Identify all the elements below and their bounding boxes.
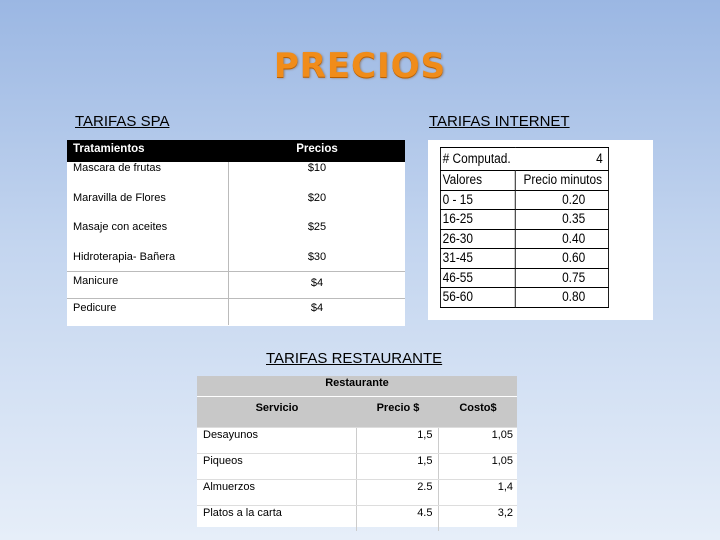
internet-price: 0.20 [515,190,608,210]
spa-section-label: TARIFAS SPA [75,113,170,130]
internet-price: 0.75 [515,268,608,288]
spa-treatment-name: Hidroterapia- Bañera [73,250,176,263]
computers-value: 4 [515,148,608,171]
spa-treatment-price: $30 [307,250,327,263]
internet-range: 56-60 [440,288,515,308]
restaurant-service: Platos a la carta [197,506,357,531]
restaurant-cost: 1,05 [491,455,513,467]
table-row [440,229,608,249]
spa-header-treatments: Tratamientos [73,143,145,155]
spa-header-prices: Precios [296,143,338,155]
table-row [197,505,517,531]
table-row [440,190,608,210]
restaurant-price: 1,5 [357,428,440,453]
internet-header-ranges: Valores [440,171,515,191]
restaurant-header-cost: Costo$ [459,402,497,414]
internet-range: 26-30 [440,229,515,249]
spa-treatment-price: $4 [310,302,324,314]
table-row [67,271,405,298]
computers-label: # Computad. [440,148,515,171]
spa-treatment-name: Maravilla de Flores [73,191,166,204]
restaurant-section-label: TARIFAS RESTAURANTE [266,350,443,367]
spa-treatment-name: Masaje con aceites [73,221,168,234]
restaurant-cost: 1,4 [497,481,513,493]
spa-treatment-price: $20 [307,191,327,204]
table-row [67,298,405,325]
internet-section-label: TARIFAS INTERNET [429,113,570,130]
table-row [197,453,517,479]
spa-treatment-name: Pedicure [67,299,229,325]
restaurant-table-header [197,397,517,427]
spa-treatment-price: $25 [307,221,327,234]
internet-price: 0.80 [515,288,608,308]
table-row [440,148,608,171]
page-title: PRECIOS [273,46,447,86]
restaurant-cost: 3,2 [497,507,513,519]
restaurant-header-service: Servicio [255,402,299,414]
internet-range: 0 - 15 [440,190,515,210]
internet-range: 31-45 [440,249,515,269]
internet-header-price: Precio minutos [515,171,608,191]
spa-treatment-name: Mascara de frutas [73,162,162,174]
spa-treatment-name: Manicure [67,272,229,298]
spa-treatment-price: $4 [310,277,324,289]
restaurant-price: 2.5 [357,480,440,505]
table-row [440,171,608,191]
restaurant-service: Almuerzos [197,480,357,505]
restaurant-service: Desayunos [197,428,357,453]
spa-treatment-price: $10 [307,162,327,174]
restaurant-price-table [197,376,517,527]
restaurant-cost: 1,05 [491,429,513,441]
restaurant-header-price: Precio $ [376,402,420,414]
restaurant-service: Piqueos [197,454,357,479]
table-row [197,479,517,505]
internet-range: 46-55 [440,268,515,288]
spa-table-header [67,140,405,162]
internet-range: 16-25 [440,210,515,230]
internet-price: 0.60 [515,249,608,269]
table-row [197,427,517,453]
restaurant-price: 4.5 [357,506,440,531]
table-row [440,288,608,308]
table-row [440,268,608,288]
internet-price: 0.40 [515,229,608,249]
internet-price: 0.35 [515,210,608,230]
spa-price-table [67,140,405,326]
internet-price-table [440,147,609,308]
table-row [440,249,608,269]
table-row [440,210,608,230]
restaurant-price: 1,5 [357,454,440,479]
table-row [67,162,405,271]
restaurant-table-title: Restaurante [197,376,517,397]
